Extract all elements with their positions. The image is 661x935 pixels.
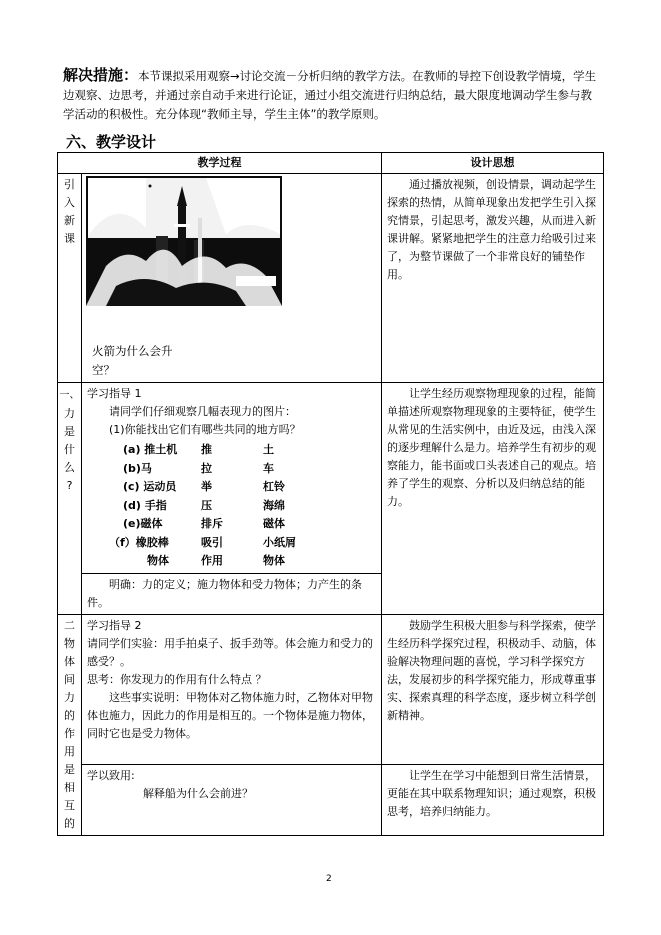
table-row bbox=[58, 383, 604, 574]
page-number: 2 bbox=[326, 874, 332, 884]
apply-title: 学以致用: bbox=[87, 768, 135, 782]
row2-process bbox=[82, 383, 382, 574]
force-pairs-list bbox=[109, 441, 376, 571]
row2-label-char: 什 bbox=[64, 443, 75, 456]
row3-label-char: 是 bbox=[64, 762, 75, 776]
force-pair: （f）橡胶棒 吸引 小纸屑 bbox=[109, 535, 296, 549]
row1-label bbox=[58, 174, 82, 383]
teaching-design-table bbox=[57, 152, 604, 836]
row3-label-char: 二 bbox=[64, 618, 75, 632]
guide1-intro: 请同学们仔细观察几幅表现力的图片： bbox=[109, 405, 296, 418]
header-design: 设计思想 bbox=[382, 153, 604, 174]
row3-label-char: 物 bbox=[64, 636, 75, 650]
row2-label bbox=[58, 383, 82, 615]
guide2-facts: 这些事实说明：甲物体对乙物体施力时，乙物体对甲物体也施力，因此力的作用是相互的。一个物体是施力物体，同时它也是受力物体。 bbox=[87, 690, 373, 740]
table-header-row bbox=[58, 153, 604, 174]
row1-label-char: 入 bbox=[64, 196, 75, 209]
row3-label-char: 互 bbox=[64, 798, 75, 812]
row3-label-char: 用 bbox=[64, 744, 75, 758]
intro-paragraph bbox=[63, 66, 603, 124]
row1-label-char: 新 bbox=[64, 214, 75, 227]
intro-text: 本节课拟采用观察→讨论交流－分析归纳的教学方法。在教师的导控下创设教学情境，学生边观察、边思考，并通过亲自动手来进行论证，通过小组交流进行归纳总结，最大限度地调动学生参与教学活动的积极性。充分体现“教师主导，学生主体”的教学原则。 bbox=[63, 69, 597, 121]
row2-label-char: 么 bbox=[64, 461, 75, 474]
guide2-experiment: 请同学们实验：用手拍桌子、扳手劲等。体会施力和受力的感受？。 bbox=[87, 636, 373, 668]
rocket-launch-image bbox=[86, 176, 282, 306]
row2-design: 让学生经历观察物理现象的过程，能简单描述所观察物理现象的主要特征，使学生从常见的生活实例中，由近及远，由浅入深的逐步理解什么是力。培养学生有初步的观察能力，能书面或口头表述自己的观点。培养了学生的观察、分析以及归纳总结的能力。 bbox=[382, 383, 604, 615]
row2-label-char: 一、 bbox=[59, 390, 80, 401]
row1-label-char: 课 bbox=[64, 232, 75, 245]
header-process: 教学过程 bbox=[58, 153, 382, 174]
row2-clarify: 明确：力的定义；施力物体和受力物体；力产生的条件。 bbox=[82, 573, 382, 614]
row3-label bbox=[58, 614, 82, 835]
intro-colon: ： bbox=[123, 66, 139, 84]
row3-label-char: 相 bbox=[64, 780, 75, 794]
section-title: 六、教学设计 bbox=[66, 133, 157, 151]
guide2-think: 思考：你发现力的作用有什么特点 ？ bbox=[87, 672, 267, 686]
guide2-title: 学习指导 2 bbox=[87, 618, 142, 632]
force-pair: (b)马 拉 车 bbox=[123, 461, 274, 475]
table-row bbox=[58, 614, 604, 764]
table-row bbox=[58, 764, 604, 835]
row1-design: 通过播放视频，创设情景，调动起学生探索的热情，从简单现象出发把学生引入探究情景，引起思考，激发兴趣，从而进入新课讲解。紧紧地把学生的注意力给吸引过来了，为整节课做了一个非常良好的铺垫作用。 bbox=[382, 174, 604, 383]
row3-apply-design: 让学生在学习中能想到日常生活情景，更能在其中联系物理知识；通过观察，积极思考，培养归纳能力。 bbox=[382, 764, 604, 835]
row3-label-char: 间 bbox=[64, 672, 75, 686]
guide1-question: (1)你能找出它们有哪些共同的地方吗？ bbox=[109, 423, 301, 436]
intro-lead: 解决措施 bbox=[63, 66, 124, 84]
row3-label-char: 体 bbox=[64, 654, 75, 668]
row3-design: 鼓励学生积极大胆参与科学探索，使学生经历科学探究过程，积极动手、动脑，体验解决物理问题的喜悦，学习科学探究方法，发展初步的科学探究能力，形成尊重事实、探索真理的科学态度，逐步树立科学创新精神。 bbox=[382, 614, 604, 764]
rocket-launch-photo bbox=[86, 176, 282, 306]
row2-label-char: ? bbox=[66, 479, 73, 492]
force-pair: (c) 运动员 举 杠铃 bbox=[123, 480, 285, 493]
force-pair: (e)磁体 排斥 磁体 bbox=[123, 517, 285, 530]
row3-label-char: 的 bbox=[64, 816, 75, 830]
row2-label-char: 是 bbox=[64, 425, 75, 438]
row3-label-char: 力 bbox=[64, 690, 75, 704]
row3-label-char: 作 bbox=[64, 726, 75, 740]
rocket-question: 火箭为什么会升空？ bbox=[92, 344, 173, 377]
guide1-title: 学习指导 1 bbox=[87, 387, 142, 400]
row2-label-char: 力 bbox=[64, 407, 75, 420]
apply-question: 解释船为什么会前进？ bbox=[143, 786, 253, 800]
table-row bbox=[58, 174, 604, 383]
row3-label-char: 的 bbox=[64, 708, 75, 722]
row1-label-char: 引 bbox=[64, 178, 75, 191]
force-pair: (d) 手指 压 海绵 bbox=[123, 498, 285, 512]
row3-process bbox=[82, 614, 382, 764]
force-pair: (a) 推土机 推 土 bbox=[123, 443, 274, 456]
row1-process bbox=[82, 174, 382, 383]
force-pair: 物体 作用 物体 bbox=[147, 554, 285, 567]
row3-apply bbox=[82, 764, 382, 835]
